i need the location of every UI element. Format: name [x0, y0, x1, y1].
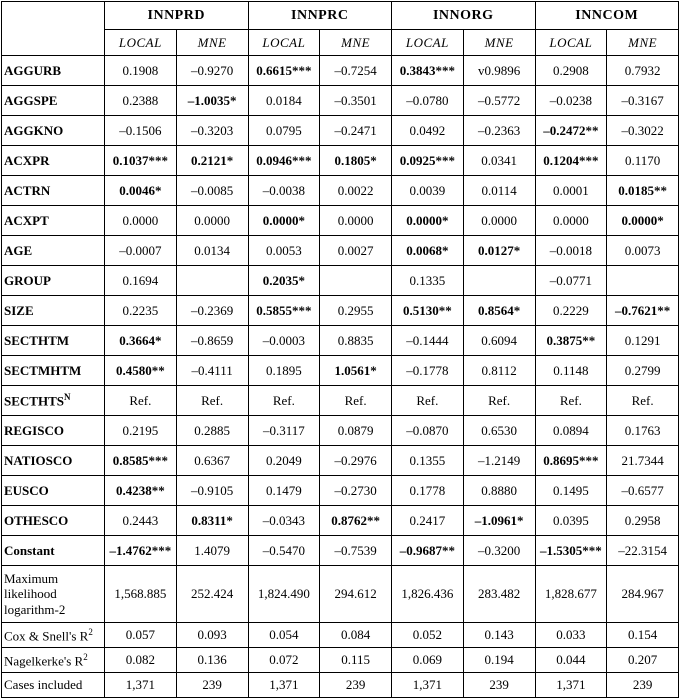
table-row: [2, 566, 679, 623]
row-label-text: SECTHTS: [4, 393, 64, 409]
value-cell: –0.8659: [176, 326, 248, 356]
row-label: [2, 56, 105, 86]
value-cell: 0.2229: [535, 296, 607, 326]
value-cell: 0.154: [607, 623, 679, 648]
row-label: [2, 446, 105, 476]
value-cell: 1.0561*: [320, 356, 392, 386]
row-label-text: AGGURB: [4, 62, 62, 78]
value-cell: 0.0053: [248, 236, 320, 266]
row-label-superscript: 2: [83, 651, 88, 662]
table-row: [2, 386, 679, 416]
table-row: [2, 236, 679, 266]
value-cell: 1,568.885: [105, 566, 177, 623]
value-cell: 0.0925***: [392, 146, 464, 176]
value-cell: 0.2235: [105, 296, 177, 326]
row-label: [2, 536, 105, 566]
row-label-text: SECTMHTM: [4, 362, 82, 378]
value-cell: 0.2417: [392, 506, 464, 536]
value-cell: 1,826.436: [392, 566, 464, 623]
value-cell: 0.0000: [463, 206, 535, 236]
value-cell: 0.8311*: [176, 506, 248, 536]
value-cell: –0.1778: [392, 356, 464, 386]
value-cell: –0.0771: [535, 266, 607, 296]
value-cell: –1.0035*: [176, 86, 248, 116]
value-cell: –0.0870: [392, 416, 464, 446]
value-cell: –0.7539: [320, 536, 392, 566]
value-cell: 21.7344: [607, 446, 679, 476]
value-cell: 0.3664*: [105, 326, 177, 356]
value-cell: –0.2363: [463, 116, 535, 146]
value-cell: –0.2472**: [535, 116, 607, 146]
row-label: [2, 506, 105, 536]
column-sub-header: MNE: [463, 30, 535, 56]
value-cell: 0.6615***: [248, 56, 320, 86]
value-cell: –0.5470: [248, 536, 320, 566]
value-cell: 0.194: [463, 648, 535, 673]
value-cell: –0.3022: [607, 116, 679, 146]
row-label-text: SECTHTM: [4, 332, 70, 348]
table-row: [2, 56, 679, 86]
value-cell: Ref.: [392, 386, 464, 416]
value-cell: 1,371: [392, 673, 464, 698]
value-cell: 0.8835: [320, 326, 392, 356]
row-label-text: ACXPR: [4, 152, 50, 168]
value-cell: 0.2443: [105, 506, 177, 536]
value-cell: 0.8564*: [463, 296, 535, 326]
value-cell: –0.3117: [248, 416, 320, 446]
value-cell: –0.0780: [392, 86, 464, 116]
value-cell: –0.3501: [320, 86, 392, 116]
value-cell: 0.0039: [392, 176, 464, 206]
value-cell: 0.0046*: [105, 176, 177, 206]
value-cell: 0.8880: [463, 476, 535, 506]
value-cell: –0.0038: [248, 176, 320, 206]
table-row: [2, 176, 679, 206]
row-label: [2, 176, 105, 206]
value-cell: 0.069: [392, 648, 464, 673]
value-cell: 0.1335: [392, 266, 464, 296]
table-row: [2, 206, 679, 236]
value-cell: 0.2195: [105, 416, 177, 446]
value-cell: 0.0027: [320, 236, 392, 266]
value-cell: 1,371: [535, 673, 607, 698]
row-label: [2, 206, 105, 236]
value-cell: 0.1170: [607, 146, 679, 176]
table-header: [2, 2, 679, 56]
value-cell: 239: [463, 673, 535, 698]
value-cell: [176, 266, 248, 296]
value-cell: 239: [176, 673, 248, 698]
value-cell: –0.0343: [248, 506, 320, 536]
value-cell: –0.0085: [176, 176, 248, 206]
table-row: [2, 446, 679, 476]
value-cell: Ref.: [535, 386, 607, 416]
row-label-text: SIZE: [4, 302, 34, 318]
value-cell: [320, 266, 392, 296]
value-cell: 0.0068*: [392, 236, 464, 266]
value-cell: –0.1444: [392, 326, 464, 356]
value-cell: 239: [320, 673, 392, 698]
value-cell: 283.482: [463, 566, 535, 623]
value-cell: 0.6367: [176, 446, 248, 476]
value-cell: 0.0000: [176, 206, 248, 236]
value-cell: 0.0073: [607, 236, 679, 266]
row-label-text: EUSCO: [4, 482, 49, 498]
row-label: [2, 146, 105, 176]
table-row: [2, 266, 679, 296]
value-cell: –0.0018: [535, 236, 607, 266]
column-group-header: INNORG: [392, 2, 536, 30]
value-cell: 0.2799: [607, 356, 679, 386]
row-label: [2, 648, 105, 673]
value-cell: –0.3167: [607, 86, 679, 116]
value-cell: 0.8585***: [105, 446, 177, 476]
table-body: [2, 56, 679, 698]
table-row: [2, 86, 679, 116]
value-cell: 0.0341: [463, 146, 535, 176]
value-cell: 0.0395: [535, 506, 607, 536]
value-cell: 0.0001: [535, 176, 607, 206]
value-cell: 0.072: [248, 648, 320, 673]
value-cell: 1,828.677: [535, 566, 607, 623]
value-cell: 294.612: [320, 566, 392, 623]
value-cell: 0.0000*: [607, 206, 679, 236]
value-cell: –0.0007: [105, 236, 177, 266]
row-label: [2, 416, 105, 446]
row-label-text: Constant: [4, 542, 55, 558]
value-cell: 0.0879: [320, 416, 392, 446]
value-cell: [607, 266, 679, 296]
row-label: [2, 326, 105, 356]
row-label: [2, 266, 105, 296]
row-label: [2, 623, 105, 648]
table-row: [2, 536, 679, 566]
column-sub-header: MNE: [320, 30, 392, 56]
row-label: [2, 86, 105, 116]
value-cell: 0.4238**: [105, 476, 177, 506]
value-cell: 0.2121*: [176, 146, 248, 176]
value-cell: –0.3203: [176, 116, 248, 146]
value-cell: 0.033: [535, 623, 607, 648]
value-cell: –0.1506: [105, 116, 177, 146]
value-cell: Ref.: [607, 386, 679, 416]
value-cell: 252.424: [176, 566, 248, 623]
value-cell: [463, 266, 535, 296]
table-row: [2, 673, 679, 698]
row-label: [2, 116, 105, 146]
value-cell: 0.1908: [105, 56, 177, 86]
table-row: [2, 648, 679, 673]
value-cell: 0.1895: [248, 356, 320, 386]
value-cell: 0.2885: [176, 416, 248, 446]
row-label-text: AGE: [4, 242, 33, 258]
value-cell: 0.0492: [392, 116, 464, 146]
table-row: [2, 146, 679, 176]
value-cell: 0.1763: [607, 416, 679, 446]
row-label-text: NATIOSCO: [4, 452, 73, 468]
value-cell: 0.1148: [535, 356, 607, 386]
value-cell: –1.0961*: [463, 506, 535, 536]
row-label-text: GROUP: [4, 272, 51, 288]
value-cell: Ref.: [105, 386, 177, 416]
value-cell: 0.3875**: [535, 326, 607, 356]
value-cell: 0.054: [248, 623, 320, 648]
table-row: [2, 416, 679, 446]
value-cell: Ref.: [176, 386, 248, 416]
value-cell: 1,824.490: [248, 566, 320, 623]
value-cell: 1,371: [248, 673, 320, 698]
value-cell: 0.1355: [392, 446, 464, 476]
value-cell: –0.2730: [320, 476, 392, 506]
value-cell: Ref.: [320, 386, 392, 416]
value-cell: 0.0114: [463, 176, 535, 206]
value-cell: 0.143: [463, 623, 535, 648]
row-label-text: ACTRN: [4, 182, 51, 198]
value-cell: 0.1479: [248, 476, 320, 506]
value-cell: 0.1037***: [105, 146, 177, 176]
value-cell: –0.9270: [176, 56, 248, 86]
value-cell: 0.057: [105, 623, 177, 648]
value-cell: 1.4079: [176, 536, 248, 566]
column-group-header: INNPRC: [248, 2, 392, 30]
value-cell: 0.0000: [320, 206, 392, 236]
header-group-row: [2, 2, 679, 30]
column-group-header: INNCOM: [535, 2, 679, 30]
value-cell: 0.6530: [463, 416, 535, 446]
value-cell: 0.8695***: [535, 446, 607, 476]
value-cell: –0.0238: [535, 86, 607, 116]
table-row: [2, 506, 679, 536]
value-cell: 0.052: [392, 623, 464, 648]
value-cell: –1.4762***: [105, 536, 177, 566]
column-sub-header: LOCAL: [392, 30, 464, 56]
value-cell: Ref.: [248, 386, 320, 416]
value-cell: 0.044: [535, 648, 607, 673]
table-row: [2, 476, 679, 506]
column-sub-header: LOCAL: [248, 30, 320, 56]
value-cell: 0.2908: [535, 56, 607, 86]
row-label-text: REGISCO: [4, 422, 64, 438]
value-cell: 284.967: [607, 566, 679, 623]
value-cell: 0.1694: [105, 266, 177, 296]
value-cell: v0.9896: [463, 56, 535, 86]
row-label-text: OTHESCO: [4, 512, 69, 528]
value-cell: –1.5305***: [535, 536, 607, 566]
value-cell: 0.7932: [607, 56, 679, 86]
value-cell: 0.0946***: [248, 146, 320, 176]
value-cell: 0.1778: [392, 476, 464, 506]
table-row: [2, 116, 679, 146]
value-cell: Ref.: [463, 386, 535, 416]
table-row: [2, 356, 679, 386]
row-label: [2, 356, 105, 386]
value-cell: –0.2471: [320, 116, 392, 146]
value-cell: 0.2388: [105, 86, 177, 116]
table-row: [2, 326, 679, 356]
table-row: [2, 296, 679, 326]
row-label-superscript: N: [63, 392, 71, 403]
value-cell: 0.0127*: [463, 236, 535, 266]
column-sub-header: MNE: [607, 30, 679, 56]
value-cell: –0.7254: [320, 56, 392, 86]
value-cell: 0.5130**: [392, 296, 464, 326]
value-cell: 0.8112: [463, 356, 535, 386]
value-cell: 0.1805*: [320, 146, 392, 176]
value-cell: 0.0000: [105, 206, 177, 236]
table-row: [2, 623, 679, 648]
row-label-text: AGGKNO: [4, 122, 64, 138]
value-cell: –0.3200: [463, 536, 535, 566]
value-cell: 0.115: [320, 648, 392, 673]
value-cell: 0.0022: [320, 176, 392, 206]
value-cell: 0.082: [105, 648, 177, 673]
value-cell: 1,371: [105, 673, 177, 698]
value-cell: 0.0134: [176, 236, 248, 266]
value-cell: 0.5855***: [248, 296, 320, 326]
regression-results-table: [1, 1, 679, 698]
row-label-text: AGGSPE: [4, 92, 58, 108]
value-cell: –22.3154: [607, 536, 679, 566]
value-cell: 0.6094: [463, 326, 535, 356]
value-cell: 0.136: [176, 648, 248, 673]
row-label-superscript: 2: [88, 626, 93, 637]
value-cell: 0.0000*: [392, 206, 464, 236]
row-label-text: Nagelkerke's R: [4, 652, 84, 668]
value-cell: 0.0894: [535, 416, 607, 446]
value-cell: 0.8762**: [320, 506, 392, 536]
value-cell: 239: [607, 673, 679, 698]
value-cell: –0.9105: [176, 476, 248, 506]
value-cell: –0.5772: [463, 86, 535, 116]
row-label-text: Cox & Snell's R: [4, 627, 89, 643]
row-label: [2, 566, 105, 623]
value-cell: 0.2049: [248, 446, 320, 476]
value-cell: 0.0000*: [248, 206, 320, 236]
row-label: [2, 236, 105, 266]
row-label: [2, 386, 105, 416]
value-cell: 0.0185**: [607, 176, 679, 206]
value-cell: –0.7621**: [607, 296, 679, 326]
value-cell: 0.1495: [535, 476, 607, 506]
value-cell: –0.2369: [176, 296, 248, 326]
row-label: [2, 476, 105, 506]
row-label: [2, 296, 105, 326]
column-sub-header: MNE: [176, 30, 248, 56]
value-cell: –1.2149: [463, 446, 535, 476]
column-sub-header: LOCAL: [105, 30, 177, 56]
value-cell: 0.2035*: [248, 266, 320, 296]
value-cell: 0.0000: [535, 206, 607, 236]
value-cell: 0.093: [176, 623, 248, 648]
value-cell: 0.4580**: [105, 356, 177, 386]
value-cell: 0.0795: [248, 116, 320, 146]
column-group-header: INNPRD: [105, 2, 249, 30]
row-label-text: Maximum likelihood logarithm-2: [4, 570, 66, 617]
column-sub-header: LOCAL: [535, 30, 607, 56]
corner-cell: [2, 2, 105, 56]
value-cell: –0.9687**: [392, 536, 464, 566]
value-cell: 0.207: [607, 648, 679, 673]
value-cell: –0.4111: [176, 356, 248, 386]
value-cell: 0.1291: [607, 326, 679, 356]
row-label-text: Cases included: [4, 677, 83, 693]
value-cell: 0.3843***: [392, 56, 464, 86]
value-cell: –0.2976: [320, 446, 392, 476]
row-label: [2, 673, 105, 698]
value-cell: –0.0003: [248, 326, 320, 356]
value-cell: 0.084: [320, 623, 392, 648]
value-cell: 0.0184: [248, 86, 320, 116]
value-cell: 0.2955: [320, 296, 392, 326]
value-cell: –0.6577: [607, 476, 679, 506]
row-label-text: ACXPT: [4, 212, 49, 228]
value-cell: 0.1204***: [535, 146, 607, 176]
value-cell: 0.2958: [607, 506, 679, 536]
